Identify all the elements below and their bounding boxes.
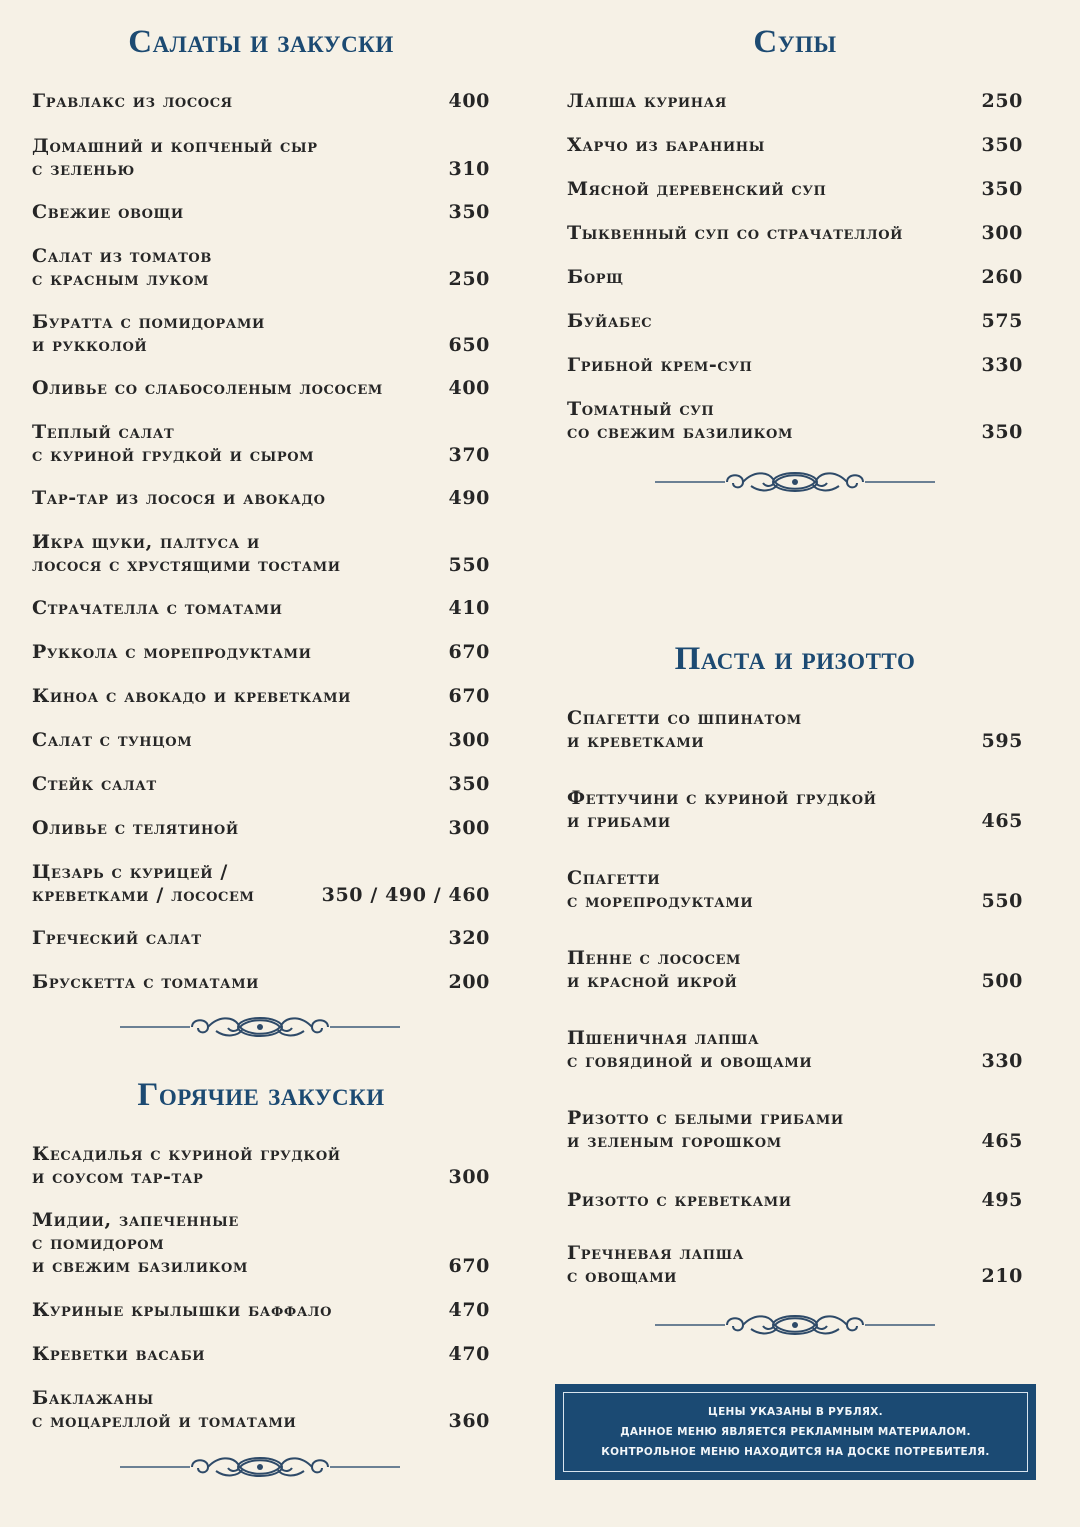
- ornament-divider: [120, 1452, 400, 1482]
- menu-item: [567, 90, 1023, 113]
- menu-item-price: 490: [448, 487, 490, 509]
- menu-item-name-line: Стейк салат: [32, 773, 157, 795]
- menu-item-price: 670: [448, 641, 490, 663]
- menu-item-name-line: и креветками: [567, 730, 705, 752]
- menu-item: [32, 861, 490, 907]
- price-notice-box: [555, 1384, 1036, 1480]
- menu-item-price: 360: [448, 1410, 490, 1432]
- menu-item: [32, 311, 490, 357]
- menu-item-name-line: с красным луком: [32, 268, 209, 290]
- menu-item-name: [567, 707, 1023, 753]
- menu-item-name: [567, 787, 1023, 833]
- menu-item-price: 470: [448, 1299, 490, 1321]
- menu-item-name-line: и свежим базиликом: [32, 1255, 248, 1277]
- menu-item-name-line: и грибами: [567, 810, 671, 832]
- menu-item-name-line: Гравлакс из лосося: [32, 90, 233, 112]
- menu-item-name-line: Борщ: [567, 266, 624, 288]
- menu-item-name-line: со свежим базиликом: [567, 421, 793, 443]
- menu-item-name-line: Ризотто с креветками: [567, 1189, 792, 1211]
- menu-item-name-line: с моцареллой и томатами: [32, 1410, 297, 1432]
- menu-item-name: [32, 311, 490, 357]
- menu-item-name-line: Спагетти: [567, 867, 661, 889]
- menu-item: [32, 685, 490, 708]
- menu-item-name-line: Креветки васаби: [32, 1343, 206, 1365]
- menu-item-name-line: и красной икрой: [567, 970, 738, 992]
- menu-item-name-line: и рукколой: [32, 334, 148, 356]
- menu-item-name-line: Кесадилья с куриной грудкой: [32, 1143, 341, 1165]
- menu-item-price: 670: [448, 685, 490, 707]
- menu-item: [32, 135, 490, 181]
- menu-item-price: 300: [448, 729, 490, 751]
- menu-item-name-line: Свежие овощи: [32, 201, 184, 223]
- menu-item: [567, 1189, 1023, 1212]
- menu-item: [567, 1107, 1023, 1153]
- menu-item-name-line: Салат из томатов: [32, 245, 212, 267]
- menu-item-name: [32, 1343, 490, 1366]
- menu-item-name: [32, 729, 490, 752]
- menu-item-price: 595: [981, 730, 1023, 752]
- menu-item-name: [32, 597, 490, 620]
- menu-item-price: 670: [448, 1255, 490, 1277]
- menu-item-name-line: Ризотто с белыми грибами: [567, 1107, 844, 1129]
- menu-item-price: 350: [981, 134, 1023, 156]
- menu-item-name: [32, 1299, 490, 1322]
- menu-item-name: [567, 867, 1023, 913]
- menu-item-price: 465: [981, 810, 1023, 832]
- menu-item-name-line: Мясной деревенский суп: [567, 178, 827, 200]
- menu-item-name-line: Руккола с морепродуктами: [32, 641, 312, 663]
- menu-item-name: [32, 90, 490, 113]
- menu-item-name-line: Тар-тар из лосося и авокадо: [32, 487, 326, 509]
- section-title-hot: Горячие закуски: [137, 1077, 385, 1113]
- menu-item: [32, 641, 490, 664]
- menu-item-price: 370: [448, 444, 490, 466]
- menu-item-name-line: Оливье с телятиной: [32, 817, 239, 839]
- menu-item-name: [32, 135, 490, 181]
- menu-item-price: 350: [981, 421, 1023, 443]
- menu-item-name: [567, 1189, 1023, 1212]
- menu-item-price: 495: [981, 1189, 1023, 1211]
- menu-item: [567, 222, 1023, 245]
- menu-item: [567, 1027, 1023, 1073]
- menu-item-name: [32, 201, 490, 224]
- ornament-divider: [655, 467, 935, 497]
- menu-item-name: [32, 1143, 490, 1189]
- menu-item-price: 465: [981, 1130, 1023, 1152]
- menu-item: [32, 1299, 490, 1322]
- menu-item-name-line: Лапша куриная: [567, 90, 727, 112]
- menu-item-name-line: Оливье со слабосоленым лососем: [32, 377, 383, 399]
- menu-item: [32, 971, 490, 994]
- notice-line: ДАННОЕ МЕНЮ ЯВЛЯЕТСЯ РЕКЛАМНЫМ МАТЕРИАЛОМ.: [620, 1426, 971, 1438]
- menu-item-price: 300: [448, 817, 490, 839]
- menu-item-name: [567, 398, 1023, 444]
- menu-item-name-line: с помидором: [32, 1232, 165, 1254]
- menu-item-name-line: Икра щуки, палтуса и: [32, 531, 260, 553]
- menu-item-name-line: Буйабес: [567, 310, 653, 332]
- ornament-divider: [120, 1012, 400, 1042]
- menu-item: [32, 531, 490, 577]
- menu-item: [567, 398, 1023, 444]
- menu-item-price: 550: [981, 890, 1023, 912]
- menu-item-name-line: Пенне с лососем: [567, 947, 742, 969]
- menu-item-name: [32, 1209, 490, 1278]
- menu-item-name-line: Пшеничная лапша: [567, 1027, 760, 1049]
- notice-line: ЦЕНЫ УКАЗАНЫ В РУБЛЯХ.: [708, 1406, 883, 1418]
- menu-item-name-line: Феттучини с куриной грудкой: [567, 787, 877, 809]
- menu-item-name: [567, 1027, 1023, 1073]
- menu-item: [32, 1387, 490, 1433]
- section-title-pasta: Паста и ризотто: [674, 641, 916, 677]
- menu-item-price: 575: [981, 310, 1023, 332]
- menu-item-price: 470: [448, 1343, 490, 1365]
- menu-item: [32, 421, 490, 467]
- menu-item-price: 650: [448, 334, 490, 356]
- menu-item-name-line: с морепродуктами: [567, 890, 754, 912]
- menu-item-price: 300: [448, 1166, 490, 1188]
- menu-item-name-line: Томатный суп: [567, 398, 715, 420]
- menu-item: [32, 201, 490, 224]
- menu-item-name: [567, 266, 1023, 289]
- menu-item-name-line: Спагетти со шпинатом: [567, 707, 802, 729]
- menu-item-price: 260: [981, 266, 1023, 288]
- menu-item-name: [32, 927, 490, 950]
- menu-item: [32, 377, 490, 400]
- menu-item: [567, 266, 1023, 289]
- menu-item-price: 250: [981, 90, 1023, 112]
- menu-item-name: [32, 817, 490, 840]
- menu-item: [32, 1143, 490, 1189]
- menu-item-name: [32, 487, 490, 510]
- menu-item-name-line: Гречневая лапша: [567, 1242, 744, 1264]
- menu-item-price: 210: [981, 1265, 1023, 1287]
- menu-item-name: [32, 773, 490, 796]
- menu-item-name-line: Куриные крылышки баффало: [32, 1299, 333, 1321]
- section-title-salads: Салаты и закуски: [128, 24, 394, 60]
- ornament-divider: [655, 1310, 935, 1340]
- menu-item-price: 300: [981, 222, 1023, 244]
- menu-item: [32, 729, 490, 752]
- menu-item-name: [32, 421, 490, 467]
- menu-item: [567, 1242, 1023, 1288]
- price-notice-inner: [563, 1392, 1028, 1472]
- menu-item-name-line: Грибной крем-суп: [567, 354, 753, 376]
- menu-item-name-line: Домашний и копченый сыр: [32, 135, 318, 157]
- menu-item: [32, 245, 490, 291]
- menu-item-name: [567, 1242, 1023, 1288]
- menu-item-name-line: Страчателла с томатами: [32, 597, 283, 619]
- menu-item: [567, 707, 1023, 753]
- menu-item: [567, 867, 1023, 913]
- menu-item-name-line: Теплый салат: [32, 421, 175, 443]
- menu-item: [567, 947, 1023, 993]
- menu-item-price: 400: [448, 377, 490, 399]
- menu-item: [567, 787, 1023, 833]
- menu-item-name-line: с зеленью: [32, 158, 135, 180]
- menu-item-name: [32, 971, 490, 994]
- menu-item-price: 410: [448, 597, 490, 619]
- menu-item-price: 330: [981, 1050, 1023, 1072]
- menu-item: [567, 178, 1023, 201]
- menu-item-name-line: с овощами: [567, 1265, 678, 1287]
- menu-item-name: [567, 947, 1023, 993]
- menu-item-name-line: Цезарь с курицей /: [32, 861, 228, 883]
- menu-item-name: [567, 178, 1023, 201]
- menu-item-price: 320: [448, 927, 490, 949]
- menu-item: [32, 90, 490, 113]
- menu-item: [32, 597, 490, 620]
- menu-item: [567, 134, 1023, 157]
- menu-item: [32, 927, 490, 950]
- menu-item-name-line: Греческий салат: [32, 927, 202, 949]
- menu-item-name-line: Салат с тунцом: [32, 729, 193, 751]
- menu-item: [32, 1209, 490, 1278]
- menu-item-price: 350: [448, 201, 490, 223]
- menu-item-name: [567, 354, 1023, 377]
- menu-item-price: 500: [981, 970, 1023, 992]
- menu-item-name-line: Баклажаны: [32, 1387, 154, 1409]
- menu-item: [32, 1343, 490, 1366]
- menu-item-price: 400: [448, 90, 490, 112]
- menu-item-name: [32, 1387, 490, 1433]
- menu-item-name: [32, 531, 490, 577]
- menu-item: [32, 773, 490, 796]
- section-title-soups: Супы: [753, 24, 837, 60]
- menu-item-name-line: Харчо из баранины: [567, 134, 765, 156]
- menu-item: [567, 354, 1023, 377]
- menu-item-name-line: и зеленым горошком: [567, 1130, 782, 1152]
- menu-item-name-line: Брускетта с томатами: [32, 971, 260, 993]
- menu-item-price: 330: [981, 354, 1023, 376]
- menu-item-name-line: лосося с хрустящими тостами: [32, 554, 341, 576]
- menu-item-name: [32, 377, 490, 400]
- menu-item-price: 310: [448, 158, 490, 180]
- menu-item-name: [32, 641, 490, 664]
- menu-item-name: [567, 134, 1023, 157]
- menu-item-name-line: Тыквенный суп со страчателлой: [567, 222, 904, 244]
- menu-item-price: 550: [448, 554, 490, 576]
- menu-item-name: [567, 222, 1023, 245]
- menu-item-price: 200: [448, 971, 490, 993]
- menu-item-name-line: Киноа с авокадо и креветками: [32, 685, 352, 707]
- menu-item: [567, 310, 1023, 333]
- menu-item-price: 350: [448, 773, 490, 795]
- menu-item: [32, 817, 490, 840]
- menu-item-name-line: с куриной грудкой и сыром: [32, 444, 315, 466]
- menu-item-name: [567, 90, 1023, 113]
- menu-item-name-line: с говядиной и овощами: [567, 1050, 813, 1072]
- menu-item-price: 250: [448, 268, 490, 290]
- menu-item-name-line: Мидии, запеченные: [32, 1209, 239, 1231]
- menu-item-price: 350 / 490 / 460: [321, 884, 490, 906]
- menu-item: [32, 487, 490, 510]
- menu-item-name: [567, 310, 1023, 333]
- menu-item-name: [32, 245, 490, 291]
- menu-item-name-line: Буратта с помидорами: [32, 311, 265, 333]
- menu-item-name-line: креветками / лососем: [32, 884, 255, 906]
- menu-item-name-line: и соусом тар-тар: [32, 1166, 204, 1188]
- notice-line: КОНТРОЛЬНОЕ МЕНЮ НАХОДИТСЯ НА ДОСКЕ ПОТРЕБИТЕЛЯ.: [601, 1446, 990, 1458]
- menu-item-name: [567, 1107, 1023, 1153]
- menu-item-name: [32, 685, 490, 708]
- menu-item-price: 350: [981, 178, 1023, 200]
